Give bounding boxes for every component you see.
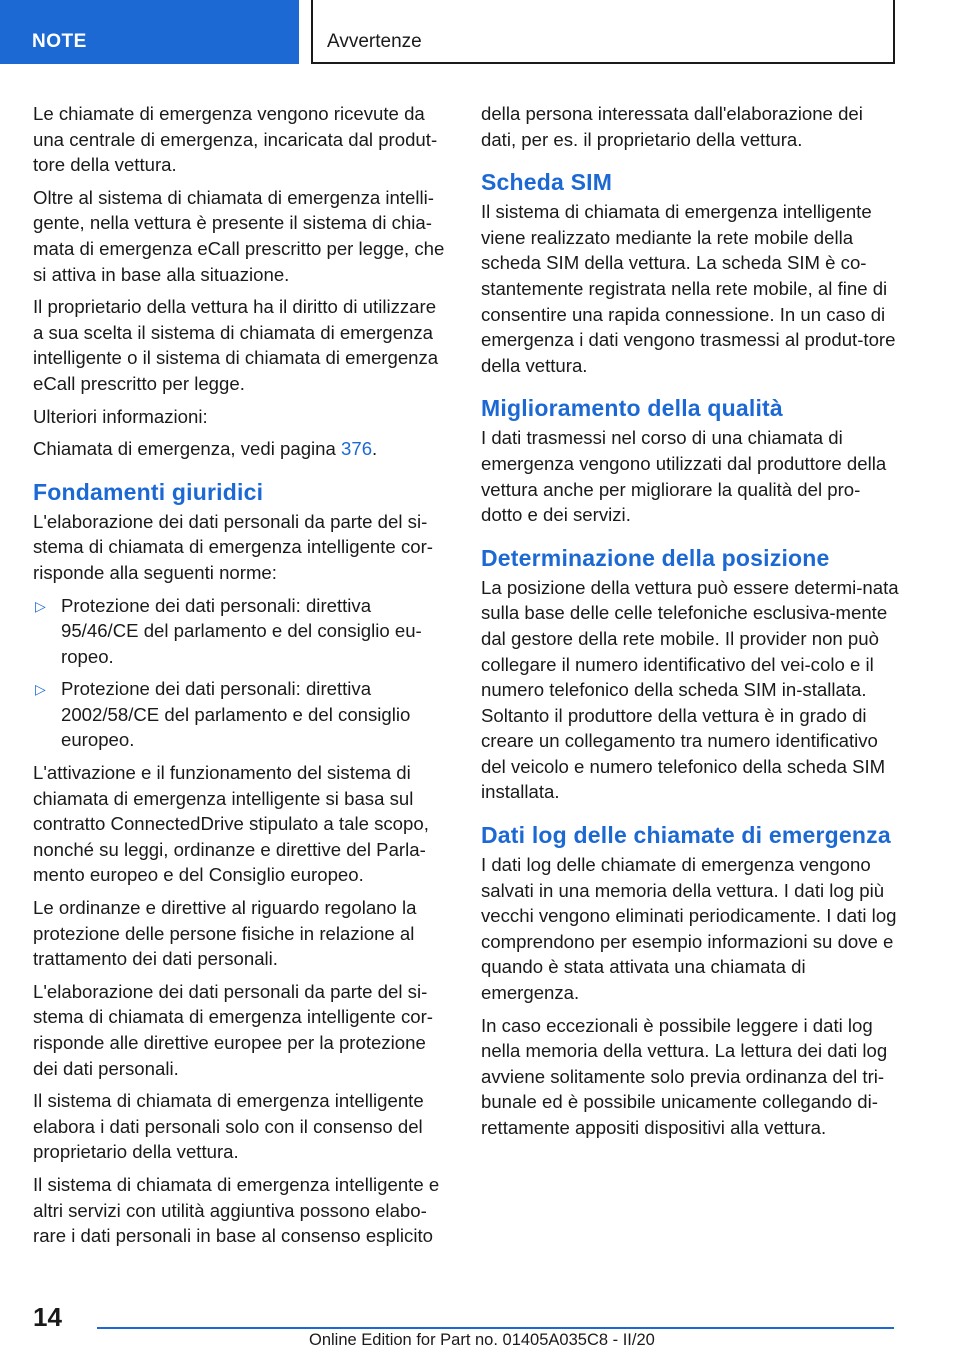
paragraph: Il sistema di chiamata di emergenza intelligente e altri servizi con utilità aggiuntiva possono elabo-rare i dati personali in base al consenso esplicito — [33, 1173, 440, 1247]
paragraph: Il proprietario della vettura ha il diritto di utilizzare a sua scelta il sistema di chiamata di emergenza intelligente o il sistema di chiamata di emergenza eCall prescritto per legge. — [33, 296, 439, 394]
cross-reference-text: Chiamata di emergenza, vedi pagina — [33, 438, 342, 460]
list-item-text: Protezione dei dati personali: direttiva 95/46/CE del parlamento e del consiglio eu-ropeo. — [61, 594, 422, 667]
heading-scheda-sim: Scheda SIM — [481, 169, 613, 196]
footer-edition: Online Edition for Part no. 01405A035C8 - II/20 — [309, 1331, 655, 1349]
paragraph: della persona interessata dall'elaborazione dei dati, per es. il proprietario della vettura. — [481, 103, 863, 150]
bullet-list — [33, 593, 449, 754]
page-number: 14 — [33, 1302, 62, 1332]
paragraph: I dati trasmessi nel corso di una chiamata di emergenza vengono utilizzati dal produttore della vettura anche per migliorare la qualità del pro-dotto e dei servizi. — [481, 427, 887, 526]
paragraph: L'attivazione e il funzionamento del sistema di chiamata di emergenza intelligente si basa sul contratto ConnectedDrive stipulato a tale scopo, nonché su leggi, ordinanze e direttive del Parla-mento europeo e del Consiglio europeo. — [33, 762, 429, 886]
paragraph: In caso eccezionali è possibile leggere i dati log nella memoria della vettura. La lettura dei dati log avviene solitamente solo previa ordinanza del tri-bunale ed è possibile unicamente collegando di-rettamente appositi dispositivi alla vettura. — [481, 1014, 888, 1138]
page-link-376[interactable]: 376 — [341, 438, 373, 460]
list-item — [33, 593, 449, 670]
footer-divider — [97, 1327, 894, 1329]
paragraph: L'elaborazione dei dati personali da parte del si-stema di chiamata di emergenza intelligente cor-risponde alle direttive europee per la protezione dei dati personali. — [33, 980, 433, 1079]
section-header — [311, 0, 895, 64]
left-column — [33, 101, 449, 1256]
paragraph: I dati log delle chiamate di emergenza vengono salvati in una memoria della vettura. I dati log più vecchi vengono eliminati periodicamente. I dati log comprendono per esempio informazioni su dove e quando è stata attivata una chiamata di emergenza. — [481, 854, 897, 1004]
list-item — [33, 676, 449, 753]
triangle-right-outline-icon: ▷ — [35, 681, 46, 698]
heading-miglioramento-qualita: Miglioramento della qualità — [481, 395, 783, 422]
right-column — [481, 101, 901, 1148]
cross-reference-end: . — [372, 438, 378, 460]
paragraph: La posizione della vettura può essere determi-nata sulla base delle celle telefoniche esclusiva-mente dal gestore della rete mobile. Il provider non può collegare il numero identificativo del vei-colo e il numero telefonico della scheda SIM in-stallata. Soltanto il produttore della vettura è in grado di creare un collegamento tra numero identificativo del veicolo e numero telefonico della scheda SIM installata. — [481, 576, 899, 803]
chapter-tab-label: NOTE — [32, 31, 87, 52]
triangle-right-outline-icon: ▷ — [35, 597, 46, 614]
heading-fondamenti-giuridici: Fondamenti giuridici — [33, 478, 264, 505]
paragraph: Il sistema di chiamata di emergenza intelligente viene realizzato mediante la rete mobile della scheda SIM della vettura. La scheda SIM è co-stantemente registrata nella rete mobile, al fine di consentire una rapida connessione. In un caso di emergenza i dati vengono trasmessi al produt-tore della vettura. — [481, 201, 896, 376]
paragraph: L'elaborazione dei dati personali da parte del si-stema di chiamata di emergenza intelligente cor-risponde alla seguenti norme: — [33, 510, 433, 583]
heading-determinazione-posizione: Determinazione della posizione — [481, 544, 830, 571]
section-title: Avvertenze — [327, 31, 422, 52]
cross-reference — [33, 436, 449, 462]
heading-dati-log: Dati log delle chiamate di emergenza — [481, 822, 891, 849]
paragraph: Le ordinanze e direttive al riguardo regolano la protezione delle persone fisiche in relazione al trattamento dei dati personali. — [33, 897, 417, 970]
chapter-tab-note[interactable] — [0, 0, 299, 64]
paragraph: Oltre al sistema di chiamata di emergenza intelli-gente, nella vettura è presente il sistema di chia-mata di emergenza eCall prescritto per legge, che si attiva in base alla situazione. — [33, 186, 445, 285]
paragraph: Le chiamate di emergenza vengono ricevute da una centrale di emergenza, incaricata dal produt-tore della vettura. — [33, 103, 438, 176]
paragraph: Ulteriori informazioni: — [33, 405, 208, 427]
list-item-text: Protezione dei dati personali: direttiva 2002/58/CE del parlamento e del consiglio europeo. — [61, 678, 411, 751]
paragraph: Il sistema di chiamata di emergenza intelligente elabora i dati personali solo con il consenso del proprietario della vettura. — [33, 1090, 424, 1163]
